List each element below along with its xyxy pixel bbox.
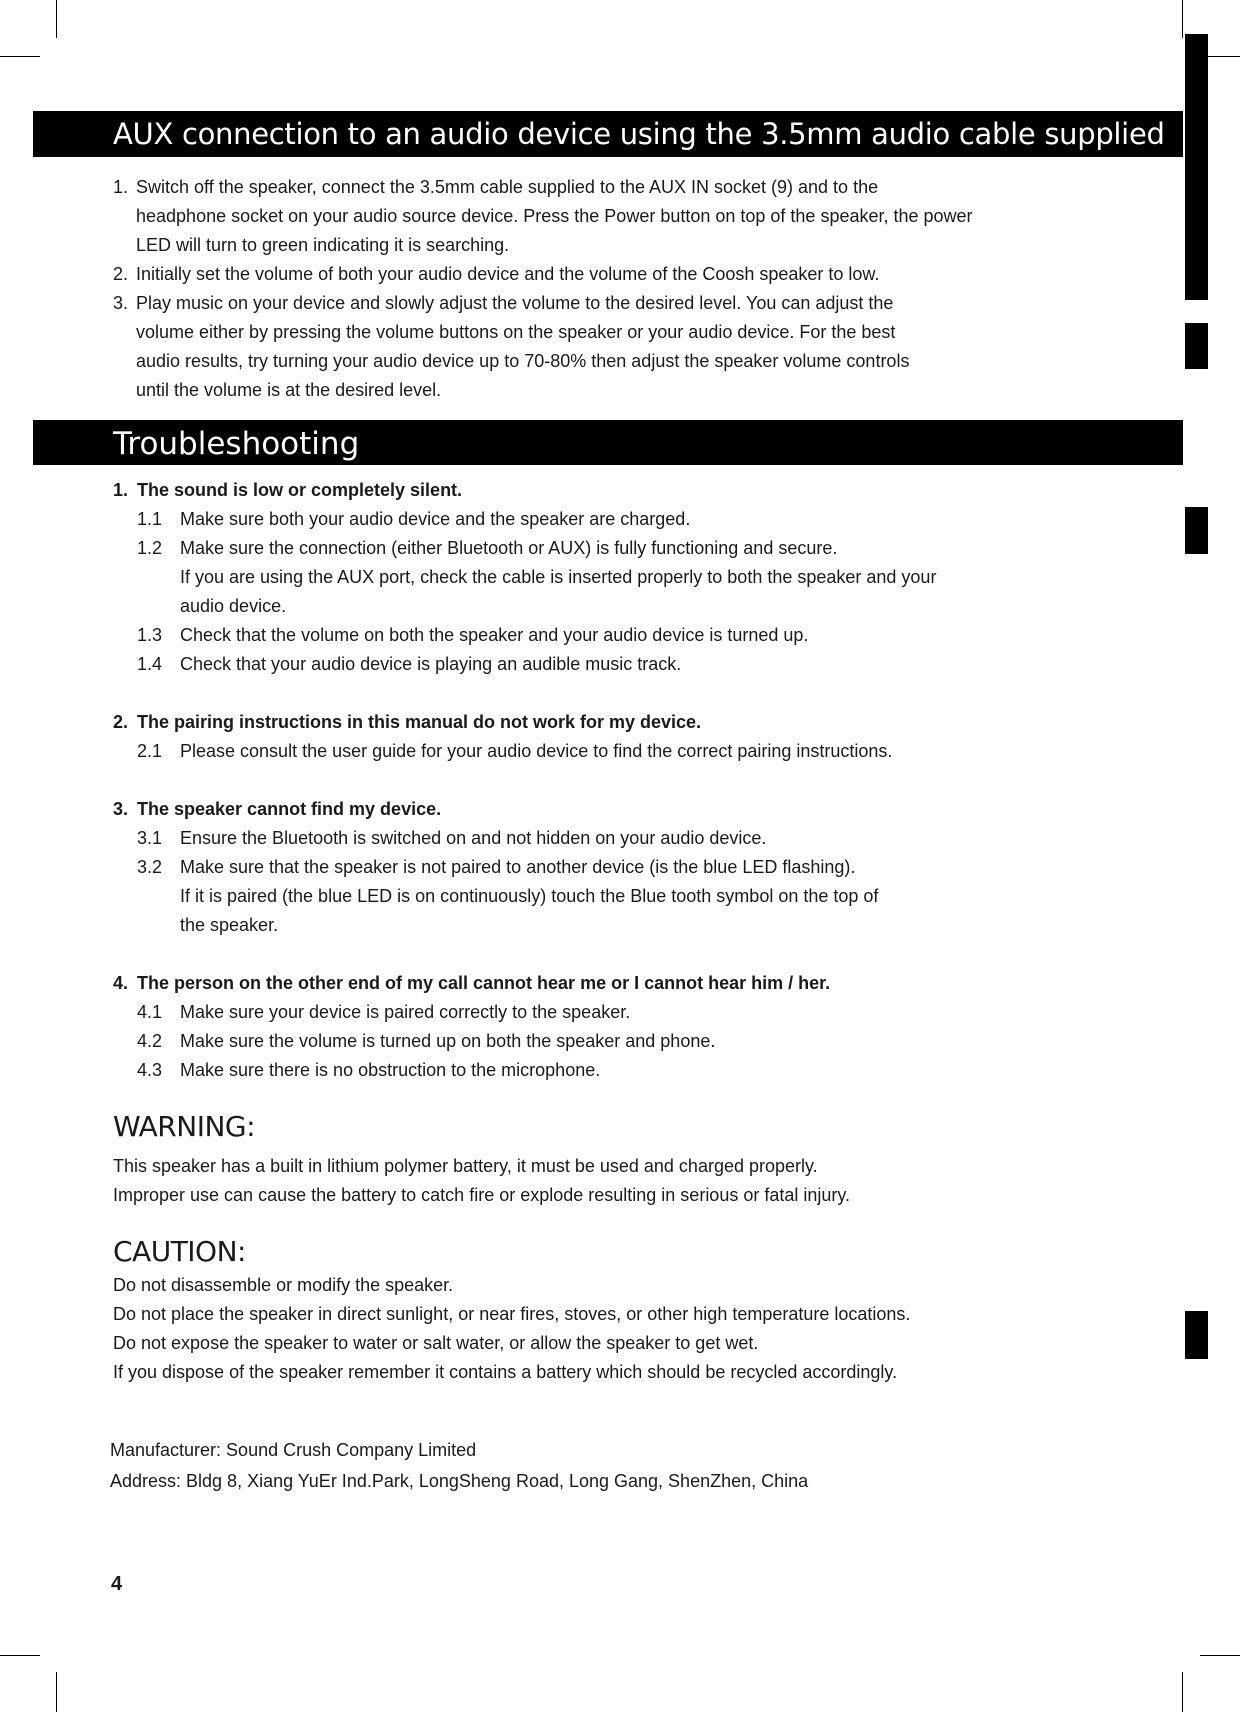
crop-mark <box>0 56 40 57</box>
step-line: headphone socket on your audio source device. Press the Power button on top of the speaker, the power <box>136 206 973 226</box>
answer-text: Check that your audio device is playing an audible music track. <box>180 654 682 674</box>
caution-text <box>113 1271 910 1387</box>
answer-continuation: audio device. <box>180 596 287 616</box>
answer-continuation: If you are using the AUX port, check the cable is inserted properly to both the speaker and your <box>180 567 937 587</box>
warning-title: WARNING: <box>113 1110 256 1143</box>
aux-section-title: AUX connection to an audio device using the 3.5mm audio cable supplied <box>33 111 1183 157</box>
answer-item <box>113 1027 936 1056</box>
step-line: Play music on your device and slowly adjust the volume to the desired level. You can adjust the <box>136 293 894 313</box>
answer-number: 4.3 <box>137 1060 163 1080</box>
troubleshooting-list <box>113 476 936 1085</box>
question-number: 3. <box>113 799 129 819</box>
answer-item <box>113 505 936 534</box>
answer-text: Make sure the volume is turned up on both the speaker and phone. <box>180 1031 716 1051</box>
answer-text: Check that the volume on both the speaker and your audio device is turned up. <box>180 625 809 645</box>
aux-step <box>113 173 973 260</box>
answer-text: Ensure the Bluetooth is switched on and not hidden on your audio device. <box>180 828 767 848</box>
caution-line: Do not expose the speaker to water or salt water, or allow the speaker to get wet. <box>113 1333 759 1353</box>
step-line: until the volume is at the desired level. <box>136 380 442 400</box>
answer-item <box>113 1056 936 1085</box>
crop-mark <box>56 0 57 38</box>
answer-number: 4.2 <box>137 1031 163 1051</box>
answer-item <box>113 621 936 650</box>
answer-number: 1.1 <box>137 509 163 529</box>
caution-line: Do not disassemble or modify the speaker. <box>113 1275 454 1295</box>
aux-step <box>113 289 973 405</box>
answer-text: Make sure your device is paired correctly to the speaker. <box>180 1002 631 1022</box>
answer-text: Make sure the connection (either Bluetooth or AUX) is fully functioning and secure. <box>180 538 838 558</box>
answer-text: Make sure that the speaker is not paired to another device (is the blue LED flashing). <box>180 857 856 877</box>
caution-title: CAUTION: <box>113 1235 246 1268</box>
answer-item <box>113 853 936 882</box>
question-number: 4. <box>113 973 129 993</box>
answer-continuation: the speaker. <box>180 915 279 935</box>
crop-mark <box>1200 1655 1240 1656</box>
question-text: The pairing instructions in this manual do not work for my device. <box>137 712 702 732</box>
answer-number: 3.2 <box>137 857 163 877</box>
step-text <box>136 173 973 260</box>
edge-tab <box>1185 1311 1208 1359</box>
warning-line: This speaker has a built in lithium polymer battery, it must be used and charged properly. <box>113 1156 818 1176</box>
step-text <box>136 260 879 289</box>
crop-mark <box>56 1672 57 1712</box>
answer-number: 4.1 <box>137 1002 163 1022</box>
crop-mark <box>1182 0 1183 38</box>
aux-step <box>113 260 973 289</box>
step-line: Switch off the speaker, connect the 3.5mm cable supplied to the AUX IN socket (9) and to the <box>136 177 879 197</box>
step-number: 1. <box>113 177 129 197</box>
question-heading <box>113 795 936 824</box>
answer-item <box>113 824 936 853</box>
caution-line: If you dispose of the speaker remember it contains a battery which should be recycled accordingly. <box>113 1362 898 1382</box>
crop-mark <box>0 1655 40 1656</box>
answer-number: 3.1 <box>137 828 163 848</box>
warning-text <box>113 1152 850 1210</box>
caution-line: Do not place the speaker in direct sunlight, or near fires, stoves, or other high temperature locations. <box>113 1304 911 1324</box>
edge-tab <box>1185 507 1208 554</box>
step-text <box>136 289 909 405</box>
answer-item <box>113 998 936 1027</box>
manufacturer-address: Address: Bldg 8, Xiang YuEr Ind.Park, LongSheng Road, Long Gang, ShenZhen, China <box>110 1471 809 1491</box>
step-line: audio results, try turning your audio device up to 70-80% then adjust the speaker volume controls <box>136 351 910 371</box>
answer-text: Please consult the user guide for your audio device to find the correct pairing instructions. <box>180 741 893 761</box>
warning-line: Improper use can cause the battery to catch fire or explode resulting in serious or fatal injury. <box>113 1185 851 1205</box>
answer-item <box>113 534 936 563</box>
question-text: The sound is low or completely silent. <box>137 480 463 500</box>
edge-tab <box>1185 34 1208 300</box>
step-number: 3. <box>113 293 129 313</box>
step-number: 2. <box>113 264 129 284</box>
step-line: volume either by pressing the volume buttons on the speaker or your audio device. For the best <box>136 322 896 342</box>
answer-number: 1.4 <box>137 654 163 674</box>
step-line: Initially set the volume of both your audio device and the volume of the Coosh speaker to low. <box>136 264 880 284</box>
answer-number: 1.2 <box>137 538 163 558</box>
troubleshooting-title: Troubleshooting <box>33 420 1183 465</box>
crop-mark <box>1182 1672 1183 1712</box>
manufacturer-name: Manufacturer: Sound Crush Company Limited <box>110 1440 477 1460</box>
edge-tab <box>1185 323 1208 369</box>
aux-steps <box>113 173 973 405</box>
question-text: The speaker cannot find my device. <box>137 799 442 819</box>
step-line: LED will turn to green indicating it is searching. <box>136 235 510 255</box>
question-number: 2. <box>113 712 129 732</box>
question-number: 1. <box>113 480 129 500</box>
answer-continuation: If it is paired (the blue LED is on continuously) touch the Blue tooth symbol on the top of <box>180 886 879 906</box>
answer-text: Make sure both your audio device and the speaker are charged. <box>180 509 691 529</box>
answer-number: 1.3 <box>137 625 163 645</box>
question-heading <box>113 708 936 737</box>
page-number: 4 <box>111 1573 123 1595</box>
question-heading <box>113 969 936 998</box>
question-heading <box>113 476 936 505</box>
answer-item <box>113 737 936 766</box>
answer-text: Make sure there is no obstruction to the microphone. <box>180 1060 601 1080</box>
answer-number: 2.1 <box>137 741 163 761</box>
answer-item <box>113 650 936 679</box>
question-text: The person on the other end of my call cannot hear me or I cannot hear him / her. <box>137 973 831 993</box>
